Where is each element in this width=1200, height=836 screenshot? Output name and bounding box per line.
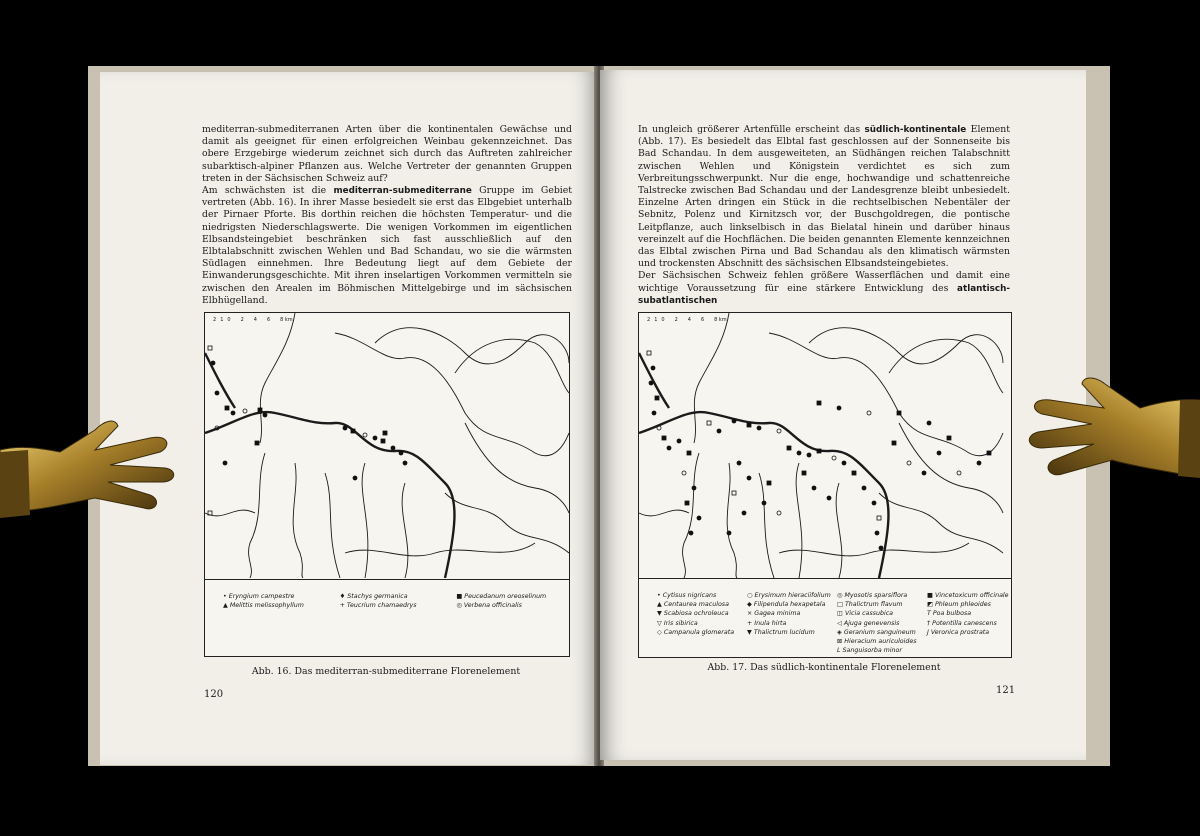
left-map-drawing — [205, 313, 569, 578]
map-dot-symbol — [211, 361, 215, 365]
map-dot-symbol — [215, 391, 219, 395]
map-square-symbol — [817, 449, 821, 453]
map-dot-symbol — [797, 451, 801, 455]
legend-item: □ Thalictrum flavum — [837, 601, 903, 609]
map-boundary-line — [445, 493, 569, 553]
left-legend — [205, 579, 569, 656]
map-dot-symbol — [862, 486, 866, 490]
map-boundary-line — [836, 483, 842, 578]
map-boundary-line — [362, 463, 368, 578]
map-dot-symbol — [937, 451, 941, 455]
map-boundary-line — [779, 543, 969, 556]
legend-column — [340, 592, 417, 610]
map-boundary-line — [769, 333, 1003, 456]
elbe-river-line — [639, 353, 669, 408]
legend-item: ▲ Melittis melissophyllum — [223, 602, 304, 610]
map-dot-symbol — [692, 486, 696, 490]
map-boundary-line — [465, 423, 569, 513]
map-square-symbol — [381, 439, 385, 443]
map-dot-symbol — [657, 426, 661, 430]
map-boundary-line — [249, 453, 265, 578]
map-dot-symbol — [677, 439, 681, 443]
map-dot-symbol — [837, 406, 841, 410]
legend-item: ○ Erysimum hieraciifolium — [747, 592, 831, 599]
map-square-symbol — [767, 481, 771, 485]
map-dot-symbol — [875, 531, 879, 535]
legend-item: ◎ Verbena officinalis — [456, 602, 522, 610]
map-square-symbol — [662, 436, 666, 440]
legend-item: • Cytisus nigricans — [657, 592, 717, 599]
map-dot-symbol — [732, 419, 736, 423]
map-square-symbol — [208, 346, 212, 350]
map-square-symbol — [647, 351, 651, 355]
legend-item: ◇ Campanula glomerata — [657, 628, 735, 636]
elbe-river-line — [205, 353, 235, 408]
legend-item: ⊠ Hieracium auriculoides — [837, 638, 917, 646]
map-dot-symbol — [742, 511, 746, 515]
legend-item: ▼ Thalictrum lucidum — [747, 628, 815, 636]
map-square-symbol — [732, 491, 736, 495]
legend-item: ■ Vincetoxicum officinale — [927, 592, 1009, 599]
map-boundary-line — [759, 473, 774, 578]
left-text — [202, 124, 572, 307]
map-dot-symbol — [737, 461, 741, 465]
legend-item: L Sanguisorba minor — [837, 647, 902, 655]
legend-column — [837, 591, 917, 655]
map-dot-symbol — [747, 476, 751, 480]
map-dot-symbol — [827, 496, 831, 500]
left-paragraph-2: Am schwächsten ist die mediterran-submediterrane Gruppe im Gebiet vertreten (Abb. 16). In ihrer Masse besiedelt sie erst das Elbgebiet unterhalb der Pirnaer Pforte. Bis dorthin reichen die höchsten Temperatur- und die niedrigsten Niederschlagswerte. Die wenigen Vorkommen im eigentlichen Elbsandsteingebiet beschränken sich fast ausschließlich auf den Elbtalabschnitt zwischen Wehlen und Bad Schandau, wo sie die wärmsten Südlagen einnehmen. Ihre Bedeutung liegt auf dem Gebiete der Einwanderungsgeschichte. Mit ihren inselartigen Vorkommen vermitteln sie zwischen den Arealen im Böhmischen Mittelgebirge und im sächsischen Elbhügelland. — [202, 185, 572, 306]
map-dot-symbol — [363, 433, 367, 437]
map-boundary-line — [889, 339, 1003, 393]
map-dot-symbol — [373, 436, 377, 440]
map-square-symbol — [707, 421, 711, 425]
map-dot-symbol — [907, 461, 911, 465]
map-boundary-line — [879, 493, 1003, 553]
map-dot-symbol — [762, 501, 766, 505]
legend-column — [927, 591, 1009, 637]
map-square-symbol — [852, 471, 856, 475]
map-dot-symbol — [231, 411, 235, 415]
figure-16-map — [204, 312, 570, 657]
left-brass-hand — [0, 390, 180, 540]
legend-item: ▼ Scabiosa ochroleuca — [657, 610, 729, 618]
legend-item: J Veronica prostrata — [927, 628, 990, 636]
map-boundary-line — [335, 333, 569, 456]
map-dot-symbol — [922, 471, 926, 475]
right-text — [638, 124, 1010, 307]
map-square-symbol — [947, 436, 951, 440]
map-dot-symbol — [649, 381, 653, 385]
map-dot-symbol — [832, 456, 836, 460]
map-dot-symbol — [263, 413, 267, 417]
map-dot-symbol — [652, 411, 656, 415]
map-square-symbol — [802, 471, 806, 475]
map-square-symbol — [897, 411, 901, 415]
legend-item: ◈ Geranium sanguineum — [837, 628, 916, 636]
map-square-symbol — [383, 431, 387, 435]
legend-column — [456, 592, 546, 610]
map-square-symbol — [685, 501, 689, 505]
left-scale-labels: 2 1 0 2 4 6 8 km — [213, 317, 293, 323]
map-dot-symbol — [243, 409, 247, 413]
map-square-symbol — [258, 408, 262, 412]
legend-column — [657, 591, 734, 637]
map-dot-symbol — [343, 426, 347, 430]
map-boundary-line — [402, 483, 408, 578]
legend-item: ◁ Ajuga genevensis — [837, 619, 900, 627]
right-brass-hand — [1020, 370, 1200, 520]
map-square-symbol — [877, 516, 881, 520]
map-square-symbol — [687, 451, 691, 455]
map-dot-symbol — [727, 531, 731, 535]
map-dot-symbol — [697, 516, 701, 520]
map-square-symbol — [225, 406, 229, 410]
legend-item: ▲ Centaurea maculosa — [657, 601, 729, 609]
map-dot-symbol — [777, 429, 781, 433]
map-boundary-line — [727, 463, 737, 578]
legend-item: ▽ Iris sibirica — [657, 619, 698, 627]
legend-item: + Inula hirta — [747, 619, 787, 627]
legend-item: ◫ Vicia cassubica — [837, 610, 894, 618]
map-square-symbol — [817, 401, 821, 405]
map-dot-symbol — [353, 476, 357, 480]
legend-item: T Poa bulbosa — [927, 610, 972, 618]
figure-17-map — [638, 312, 1012, 658]
map-dot-symbol — [403, 461, 407, 465]
legend-item: ◩ Phleum phleoides — [927, 601, 991, 609]
map-dot-symbol — [717, 429, 721, 433]
map-dot-symbol — [223, 461, 227, 465]
legend-item: ◆ Filipendula hexapetala — [747, 601, 826, 609]
map-boundary-line — [260, 313, 295, 443]
map-dot-symbol — [879, 546, 883, 550]
map-boundary-line — [205, 510, 255, 516]
map-dot-symbol — [757, 426, 761, 430]
map-dot-symbol — [842, 461, 846, 465]
map-square-symbol — [351, 429, 355, 433]
legend-item: + Teucrium chamaedrys — [339, 602, 417, 610]
map-boundary-line — [639, 510, 689, 516]
map-boundary-line — [293, 463, 303, 578]
map-dot-symbol — [399, 451, 403, 455]
map-dot-symbol — [667, 446, 671, 450]
map-square-symbol — [655, 396, 659, 400]
map-dot-symbol — [867, 411, 871, 415]
legend-item: × Gagea minima — [747, 610, 801, 618]
right-scale-labels: 2 1 0 2 4 6 8 km — [647, 317, 727, 323]
left-caption: Abb. 16. Das mediterran-submediterrane Florenelement — [251, 666, 521, 677]
map-dot-symbol — [651, 366, 655, 370]
right-map-drawing — [639, 313, 1011, 578]
legend-column — [747, 591, 831, 637]
left-paragraph-1: mediterran-submediterranen Arten über die kontinentalen Gewächse und damit als geeignet für einen erfolgreichen Weinbau gekennzeichnet. Das obere Erzgebirge wiederum zeichnet sich durch das Auftreten zahlreicher subarktisch-alpiner Pflanzen aus. Welche Vertreter der genannten Gruppen treten in der Sächsischen Schweiz auf? — [202, 124, 572, 184]
right-caption: Abb. 17. Das südlich-kontinentale Florenelement — [707, 662, 941, 673]
map-boundary-line — [694, 313, 729, 443]
map-dot-symbol — [977, 461, 981, 465]
legend-column — [223, 592, 304, 610]
map-square-symbol — [892, 441, 896, 445]
map-dot-symbol — [927, 421, 931, 425]
map-boundary-line — [796, 463, 802, 578]
map-dot-symbol — [812, 486, 816, 490]
map-dot-symbol — [777, 511, 781, 515]
right-page — [600, 70, 1086, 760]
legend-item: • Eryngium campestre — [223, 593, 295, 600]
map-square-symbol — [747, 423, 751, 427]
legend-item: † Potentilla canescens — [927, 619, 997, 627]
map-dot-symbol — [872, 501, 876, 505]
right-page-number: 121 — [996, 685, 1016, 696]
map-dot-symbol — [807, 453, 811, 457]
map-dot-symbol — [689, 531, 693, 535]
map-square-symbol — [787, 446, 791, 450]
left-page-number: 120 — [204, 689, 224, 700]
map-boundary-line — [345, 543, 535, 556]
map-dot-symbol — [957, 471, 961, 475]
map-dot-symbol — [682, 471, 686, 475]
map-boundary-line — [325, 473, 340, 578]
legend-item: ◎ Myosotis sparsiflora — [837, 592, 908, 599]
right-paragraph-2: Der Sächsischen Schweiz fehlen größere Wasserflächen und damit eine wichtige Voraussetzung für eine stärkere Entwicklung des atlantisch-subatlantischen — [638, 270, 1010, 306]
map-square-symbol — [255, 441, 259, 445]
legend-item: ■ Peucedanum oreoselinum — [456, 593, 547, 600]
map-boundary-line — [455, 339, 569, 393]
legend-item: ♦ Stachys germanica — [339, 593, 408, 600]
right-legend — [639, 578, 1011, 657]
right-paragraph-1: In ungleich größerer Artenfülle erscheint das südlich-kontinentale Element (Abb. 17). Es besiedelt das Elbtal fast geschlossen auf der Sonnenseite bis Bad Schandau. In dem ausgeweiteten, an Südhängen reichen Talabschnitt zwischen Wehlen und Königstein verdichtet es sich zum Verbreitungsschwerpunkt. Nur die enge, hochwandige und schattenreiche Talstrecke zwischen Bad Schandau und der Landesgrenze bleibt unbesiedelt. Einzelne Arten dringen ein Stück in die rechtselbischen Nebentäler der Sebnitz, Polenz und Kirnitzsch vor, der Buschgoldregen, die pontische Leitpflanze, auch linkselbisch in das Bielatal hinein und darüber hinaus vereinzelt auf die Hochflächen. Die beiden genannten Elemente kennzeichnen das Elbtal zwischen Pirna und Bad Schandau als den klimatisch wärmsten und trockensten Abschnitt des sächsischen Elbsandsteingebietes. — [638, 124, 1010, 270]
map-square-symbol — [987, 451, 991, 455]
map-dot-symbol — [391, 446, 395, 450]
